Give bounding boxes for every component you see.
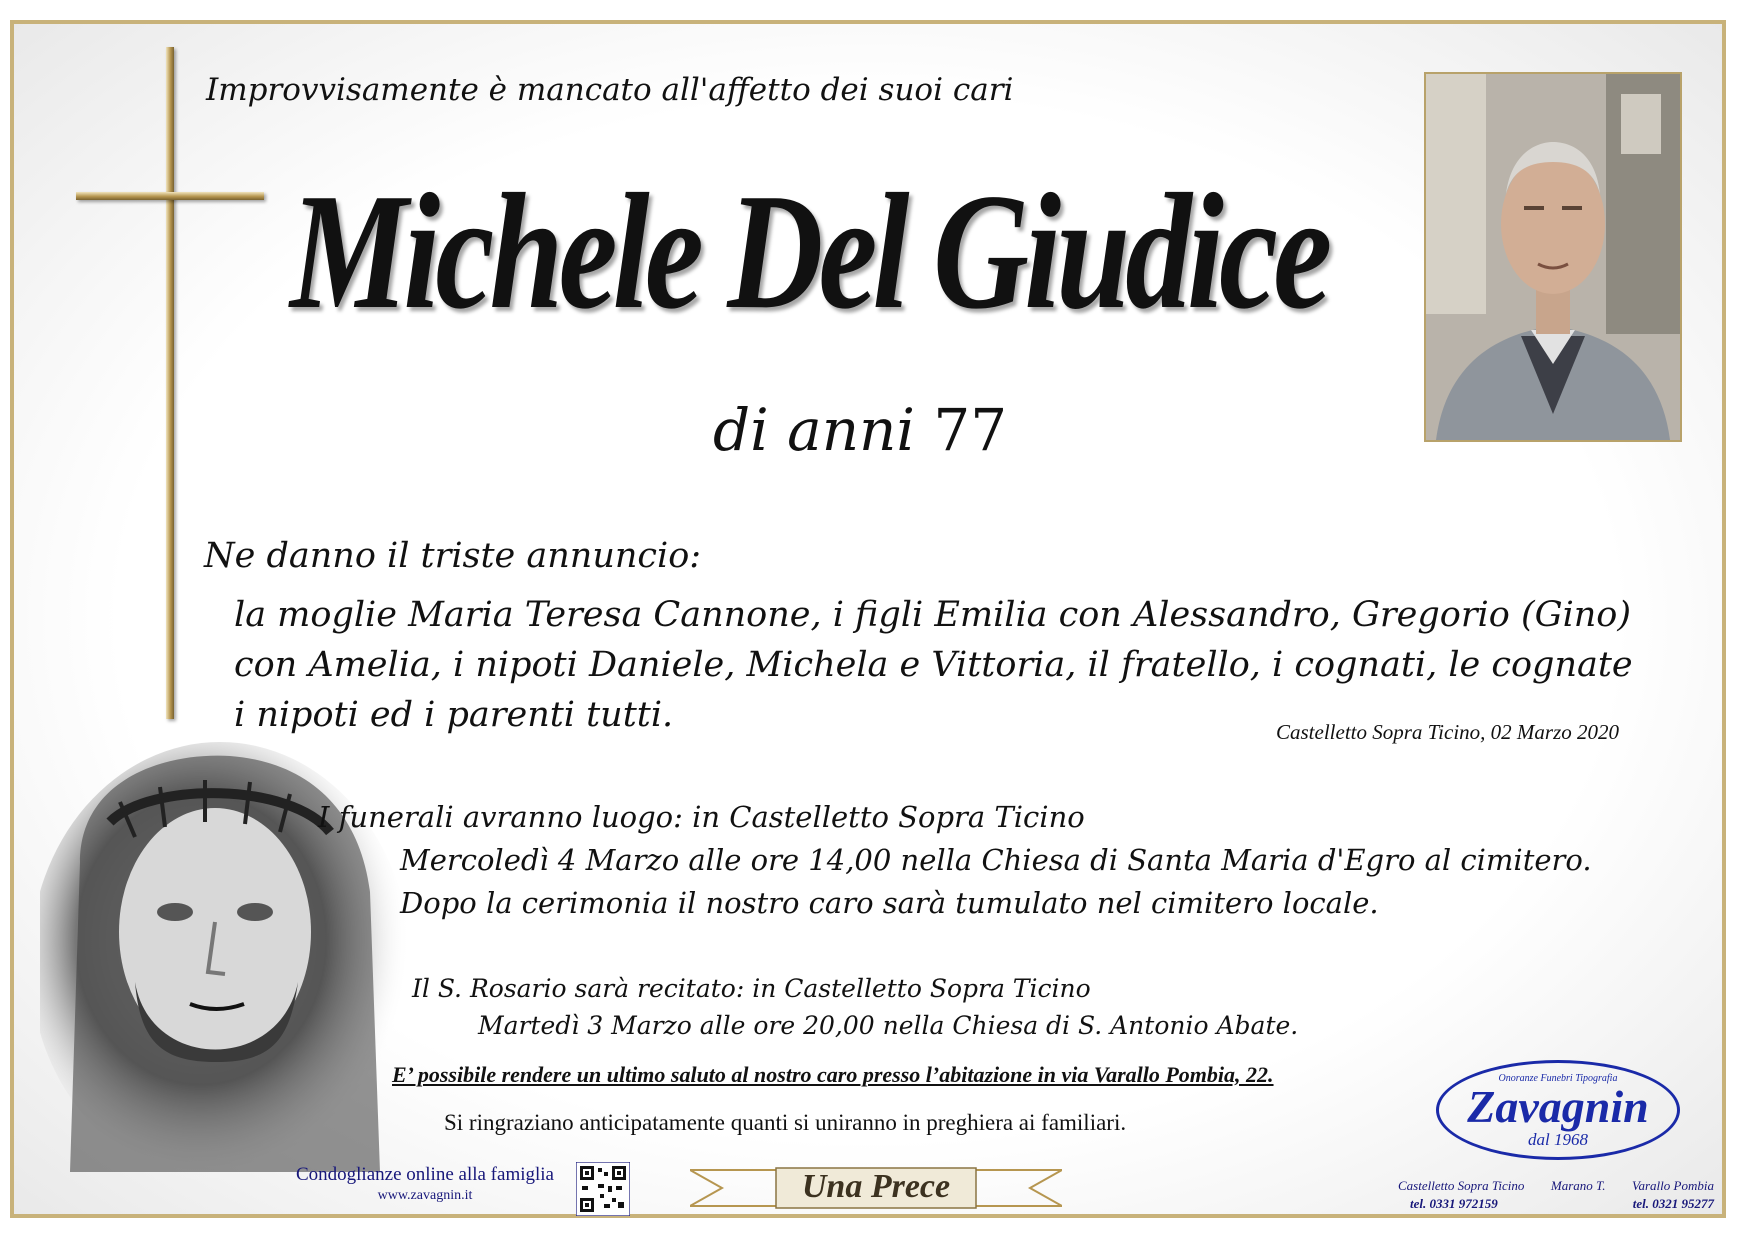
office-castelletto: Castelletto Sopra Ticino: [1398, 1178, 1525, 1193]
agency-tagline: Onoranze Funebri Tipografia: [1498, 1073, 1618, 1084]
agency-logo: [1436, 1060, 1680, 1160]
place-date: Castelletto Sopra Ticino, 02 Marzo 2020: [1276, 720, 1620, 744]
rosary-info: [412, 970, 1298, 1044]
condolences-label: Condoglianze online alla famiglia: [295, 1164, 554, 1185]
phone-varallo: tel. 0321 95277: [1632, 1196, 1714, 1211]
office-varallo: Varallo Pombia: [1632, 1178, 1714, 1193]
phone-castelletto: tel. 0331 972159: [1410, 1196, 1498, 1211]
family-line: la moglie Maria Teresa Cannone, i figli Emilia con Alessandro, Gregorio (Gino): [234, 595, 1632, 635]
agency-name: Zavagnin: [1467, 1081, 1649, 1132]
website-link[interactable]: www.zavagnin.it: [377, 1188, 473, 1203]
funeral-line: Mercoledì 4 Marzo alle ore 14,00 nella Chiesa di Santa Maria d'Egro al cimitero.: [400, 843, 1592, 877]
funeral-line: Dopo la cerimonia il nostro caro sarà tumulato nel cimitero locale.: [400, 886, 1379, 920]
office-marano: Marano T.: [1550, 1178, 1606, 1193]
age-line: [713, 396, 1007, 464]
rosary-line: Martedì 3 Marzo alle ore 20,00 nella Chiesa di S. Antonio Abate.: [478, 1011, 1299, 1040]
agency-contacts: [1398, 1178, 1714, 1212]
funeral-info: [318, 796, 1592, 925]
condolences-block: [280, 1164, 570, 1204]
thanks-text: Si ringraziano anticipatamente quanti si uniranno in preghiera ai familiari.: [444, 1110, 1127, 1135]
age-prefix: di anni: [713, 396, 915, 464]
family-line: con Amelia, i nipoti Daniele, Michela e Vittoria, il fratello, i cognati, le cognate: [234, 645, 1633, 685]
announcement-heading: Ne danno il triste annuncio:: [204, 536, 702, 576]
rosary-heading: Il S. Rosario sarà recitato: in Castelletto Sopra Ticino: [412, 974, 1091, 1003]
qr-code-icon[interactable]: [576, 1162, 630, 1216]
intro-text: Improvvisamente è mancato all'affetto dei suoi cari: [206, 72, 1014, 108]
cross-icon: [166, 47, 174, 719]
family-list: [234, 590, 1664, 740]
family-line: i nipoti ed i parenti tutti.: [234, 695, 674, 735]
agency-since: dal 1968: [1528, 1130, 1588, 1149]
age-value: 77: [933, 396, 1008, 464]
cross-icon-arm: [76, 192, 264, 200]
deceased-name: Michele Del Giudice: [290, 159, 1328, 343]
prayer-text: Una Prece: [801, 1168, 951, 1205]
portrait-photo: [1424, 72, 1682, 442]
funeral-heading: I funerali avranno luogo: in Castelletto Sopra Ticino: [318, 800, 1085, 834]
visit-note: E’ possibile rendere un ultimo saluto al nostro caro presso l’abitazione in via Varallo Pombia, 22.: [392, 1062, 1274, 1087]
